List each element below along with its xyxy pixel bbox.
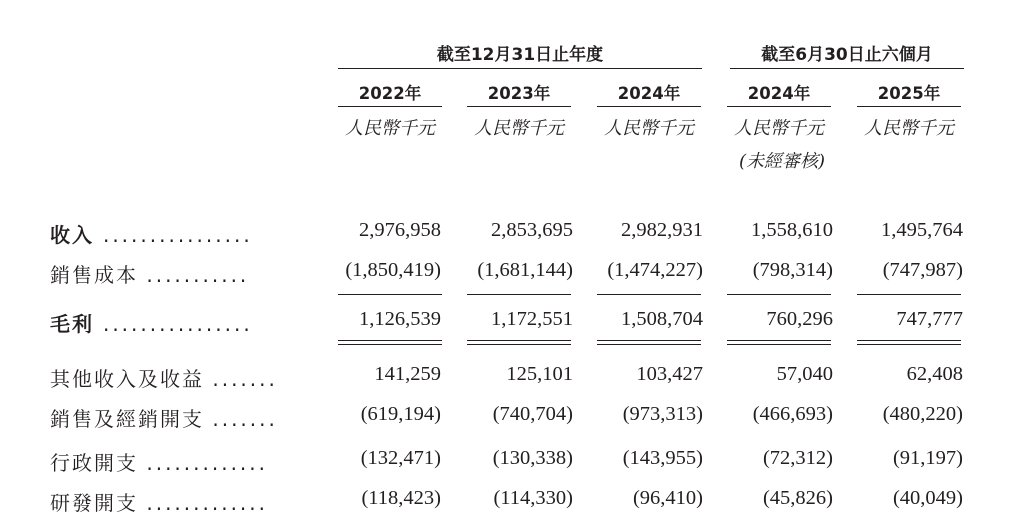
column-year-rule: [727, 106, 831, 107]
subtotal-rule: [597, 294, 701, 295]
row-label: [50, 219, 305, 248]
table-cell-value: (72,312): [762, 447, 833, 469]
column-currency-label: 人民幣千元: [345, 118, 435, 139]
column-currency-label: 人民幣千元: [734, 118, 824, 139]
row-leader-dots: .......: [212, 367, 278, 391]
column-year-rule: [597, 106, 701, 107]
table-cell-value: 747,777: [896, 308, 963, 330]
group-header-annual: 截至12月31日止年度: [436, 45, 604, 65]
row-label-text: 銷售成本: [50, 263, 138, 287]
group-header-interim: 截至6月30日止六個月: [761, 45, 933, 65]
table-cell-value: 1,495,764: [881, 219, 963, 241]
total-double-rule: [857, 340, 961, 345]
table-cell-value: (114,330): [493, 487, 573, 509]
column-currency-label: 人民幣千元: [864, 118, 954, 139]
group-rule-interim: [730, 68, 964, 69]
subtotal-rule: [857, 294, 961, 295]
table-cell-value: (40,049): [892, 487, 963, 509]
row-leader-dots: .......: [212, 407, 278, 431]
row-label-text: 收入: [50, 223, 94, 247]
table-cell-value: 2,853,695: [491, 219, 573, 241]
table-cell-value: (480,220): [882, 403, 963, 425]
column-currency-label: 人民幣千元: [474, 118, 564, 139]
column-year-header: 2024年: [747, 84, 811, 103]
table-cell-value: (1,681,144): [477, 259, 573, 281]
column-year-header: 2022年: [358, 84, 422, 103]
table-cell-value: 141,259: [374, 363, 441, 385]
total-double-rule: [727, 340, 831, 345]
total-double-rule: [597, 340, 701, 345]
group-rule-annual: [338, 68, 702, 69]
row-label: [50, 447, 305, 476]
row-label: [50, 363, 305, 392]
row-leader-dots: ...........: [146, 263, 250, 287]
column-year-rule: [338, 106, 442, 107]
row-label-text: 毛利: [50, 312, 94, 336]
table-cell-value: (143,955): [622, 447, 703, 469]
table-cell-value: (973,313): [622, 403, 703, 425]
table-cell-value: 62,408: [906, 363, 963, 385]
table-cell-value: 2,976,958: [359, 219, 441, 241]
row-label-text: 行政開支: [50, 451, 138, 475]
column-currency-label: 人民幣千元: [604, 118, 694, 139]
table-cell-value: (130,338): [492, 447, 573, 469]
table-cell-value: 103,427: [636, 363, 703, 385]
row-label: [50, 308, 305, 337]
table-cell-value: (619,194): [360, 403, 441, 425]
table-cell-value: (798,314): [752, 259, 833, 281]
table-cell-value: (45,826): [762, 487, 833, 509]
table-cell-value: 1,172,551: [491, 308, 573, 330]
row-leader-dots: ................: [102, 223, 253, 247]
table-cell-value: (1,474,227): [607, 259, 703, 281]
table-cell-value: (96,410): [632, 487, 703, 509]
subtotal-rule: [338, 294, 442, 295]
row-leader-dots: .............: [146, 491, 269, 515]
row-label: [50, 403, 305, 432]
row-leader-dots: .............: [146, 451, 269, 475]
table-cell-value: (740,704): [492, 403, 573, 425]
total-double-rule: [338, 340, 442, 345]
table-cell-value: (118,423): [361, 487, 441, 509]
table-cell-value: (91,197): [892, 447, 963, 469]
subtotal-rule: [727, 294, 831, 295]
column-year-rule: [857, 106, 961, 107]
row-label-text: 銷售及經銷開支: [50, 407, 204, 431]
row-label-text: 其他收入及收益: [50, 367, 204, 391]
table-cell-value: 1,126,539: [359, 308, 441, 330]
row-label: [50, 259, 305, 288]
table-cell-value: (466,693): [752, 403, 833, 425]
table-cell-value: 2,982,931: [621, 219, 703, 241]
table-cell-value: (1,850,419): [345, 259, 441, 281]
table-cell-value: 125,101: [506, 363, 573, 385]
column-year-header: 2024年: [617, 84, 681, 103]
column-year-header: 2025年: [877, 84, 941, 103]
table-cell-value: 760,296: [766, 308, 833, 330]
table-cell-value: 57,040: [776, 363, 833, 385]
row-label-text: 研發開支: [50, 491, 138, 515]
total-double-rule: [467, 340, 571, 345]
row-leader-dots: ................: [102, 312, 253, 336]
table-cell-value: 1,558,610: [751, 219, 833, 241]
column-year-rule: [467, 106, 571, 107]
row-label: [50, 487, 305, 516]
table-cell-value: (132,471): [360, 447, 441, 469]
unaudited-note: (未經審核): [738, 151, 826, 172]
table-cell-value: 1,508,704: [621, 308, 703, 330]
table-cell-value: (747,987): [882, 259, 963, 281]
column-year-header: 2023年: [487, 84, 551, 103]
subtotal-rule: [467, 294, 571, 295]
